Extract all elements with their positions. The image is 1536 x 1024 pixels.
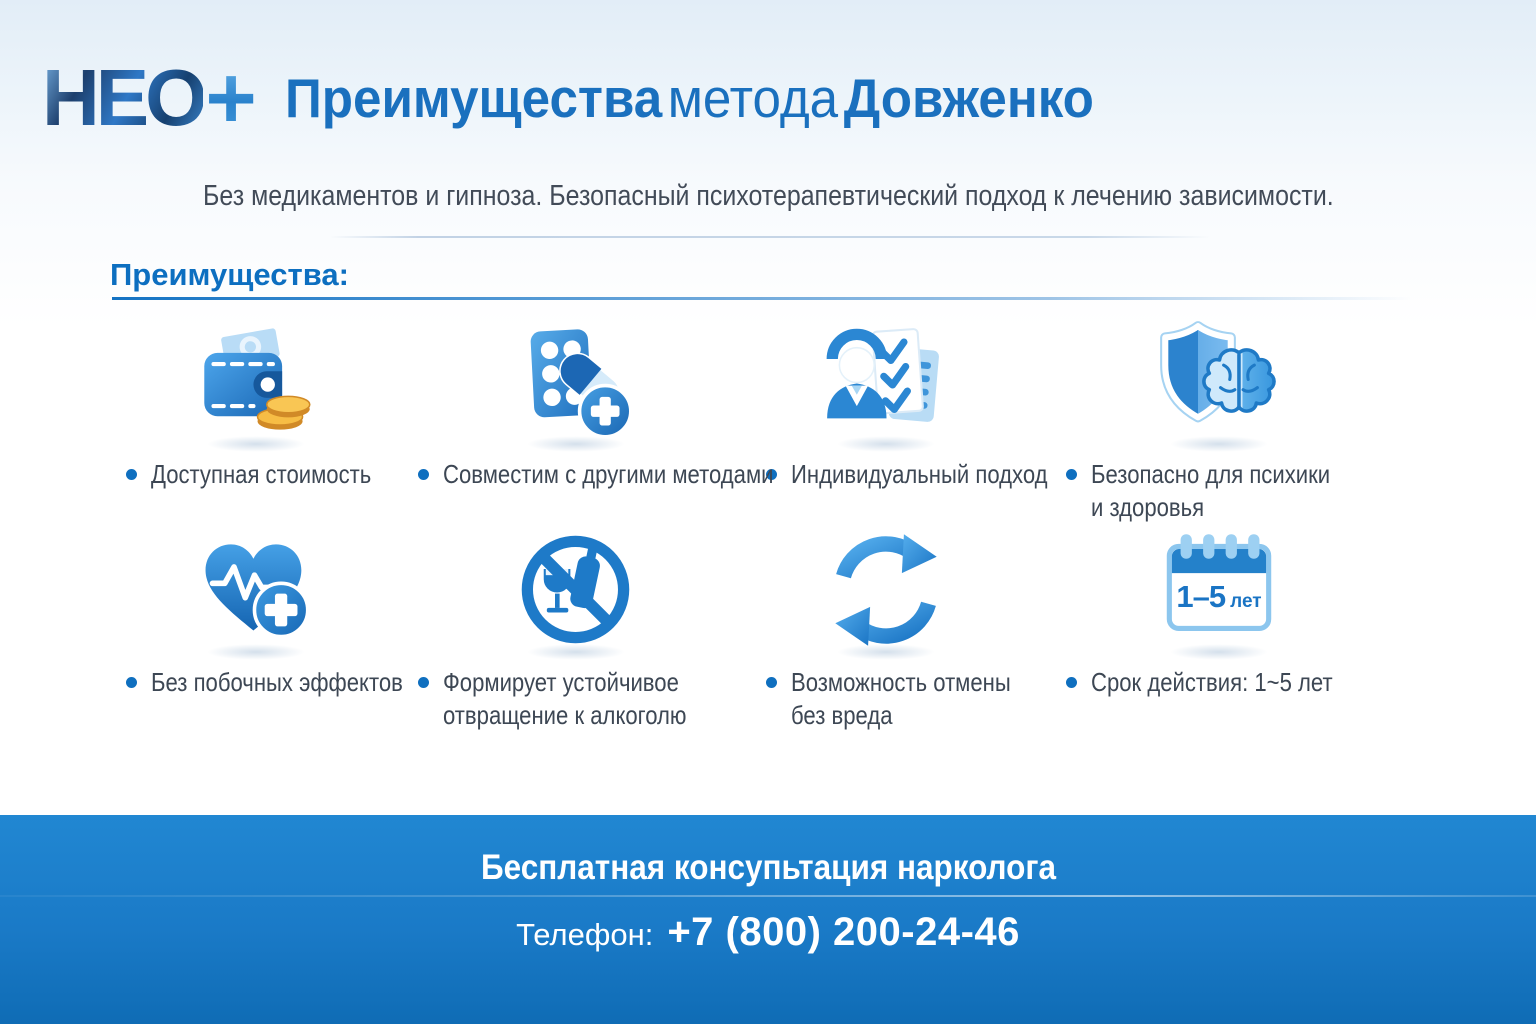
benefit-text: и здоровья	[1091, 492, 1205, 522]
calendar-badge	[1155, 579, 1283, 615]
icon-shadow	[1170, 436, 1267, 452]
icon-shadow	[207, 644, 304, 660]
benefit-label	[110, 458, 402, 491]
icon-shadow	[527, 436, 624, 452]
title-word-method: метода	[667, 67, 838, 129]
shield-brain-icon	[1155, 318, 1283, 446]
title-word-dovzhenko: Довженко	[843, 67, 1094, 129]
benefit-item	[1050, 318, 1436, 526]
bullet-icon	[1066, 469, 1077, 480]
benefit-label	[402, 666, 750, 732]
person-checklist-svg	[822, 318, 950, 446]
footer-phone-row	[0, 910, 1536, 955]
icon-cell	[1026, 318, 1412, 446]
section-heading: Преимущества:	[110, 257, 349, 292]
footer-title-text: Бесплатная консупьтация нарколога	[480, 848, 1056, 887]
benefit-item	[402, 318, 774, 526]
pills-svg	[512, 318, 640, 446]
subtitle	[0, 180, 1536, 213]
benefit-label	[1050, 666, 1436, 699]
no-alcohol-icon	[512, 526, 640, 654]
calendar-badge-number: 1–5	[1176, 579, 1226, 614]
bullet-icon	[418, 469, 429, 480]
bullet-icon	[126, 677, 137, 688]
benefit-label	[110, 666, 402, 699]
benefit-text: Доступная стоимость	[151, 459, 372, 489]
benefit-text: Индивидуальный подход	[791, 459, 1048, 489]
benefit-item	[1050, 526, 1436, 732]
heart-cross-icon	[192, 526, 320, 654]
page-title	[285, 66, 1155, 130]
no-alcohol-svg	[512, 526, 640, 654]
shield-brain-svg	[1155, 318, 1283, 446]
person-checklist-icon	[822, 318, 950, 446]
footer-divider	[0, 895, 1536, 897]
benefit-text: Формирует устойчивое	[443, 667, 679, 697]
logo-text: НЕО	[42, 53, 204, 142]
footer-banner	[0, 815, 1536, 1024]
header	[42, 46, 1155, 150]
icon-cell	[1026, 526, 1412, 654]
benefit-text: без вреда	[791, 700, 893, 730]
phone-label: Телефон:	[516, 917, 654, 952]
footer-title	[0, 848, 1536, 888]
icon-cell	[110, 526, 402, 654]
benefit-text: Возможность отмены	[791, 667, 1011, 697]
icon-cell	[402, 526, 750, 654]
benefit-label	[402, 458, 774, 491]
icon-cell	[736, 526, 1036, 654]
wallet-coins-icon	[192, 318, 320, 446]
pills-icon	[512, 318, 640, 446]
benefit-item	[110, 526, 402, 732]
benefit-text: отвращение к алкоголю	[443, 700, 687, 730]
section-heading-rule	[112, 297, 1412, 300]
icon-shadow	[527, 644, 624, 660]
refresh-arrows-icon	[822, 526, 950, 654]
icon-cell	[110, 318, 402, 446]
bullet-icon	[126, 469, 137, 480]
icon-cell	[402, 318, 750, 446]
bullet-icon	[766, 677, 777, 688]
icon-shadow	[837, 436, 934, 452]
benefit-text: Без побочных эффектов	[151, 667, 403, 697]
benefit-text: Срок действия: 1~5 лет	[1091, 667, 1333, 697]
icon-shadow	[837, 644, 934, 660]
calendar-badge-unit: лет	[1230, 591, 1262, 612]
heart-cross-svg	[192, 526, 320, 654]
subtitle-divider	[330, 236, 1210, 238]
neo-plus-logo	[42, 48, 257, 147]
benefit-item	[750, 318, 1050, 526]
refresh-arrows-svg	[822, 526, 950, 654]
benefit-text: Совместим с другими методами	[443, 459, 774, 489]
benefit-text: Безопасно для психики	[1091, 459, 1331, 489]
title-word-advantages: Преимущества	[284, 67, 662, 129]
wallet-coins-svg	[192, 318, 320, 446]
logo-plus-icon: +	[205, 48, 257, 147]
bullet-icon	[1066, 677, 1077, 688]
benefit-item	[750, 526, 1050, 732]
calendar-icon	[1155, 526, 1283, 654]
benefits-grid	[110, 318, 1436, 732]
subtitle-text: Без медикаментов и гипноза. Безопасный психотерапевтический подход к лечению зависимости.	[202, 180, 1334, 212]
icon-shadow	[1170, 644, 1267, 660]
benefit-label	[750, 666, 1050, 732]
benefit-label	[1050, 458, 1436, 524]
benefit-item	[402, 526, 750, 732]
bullet-icon	[418, 677, 429, 688]
icon-shadow	[207, 436, 304, 452]
phone-number: +7 (800) 200-24-46	[667, 910, 1020, 954]
benefit-label	[750, 458, 1050, 491]
benefit-item	[110, 318, 402, 526]
icon-cell	[736, 318, 1036, 446]
